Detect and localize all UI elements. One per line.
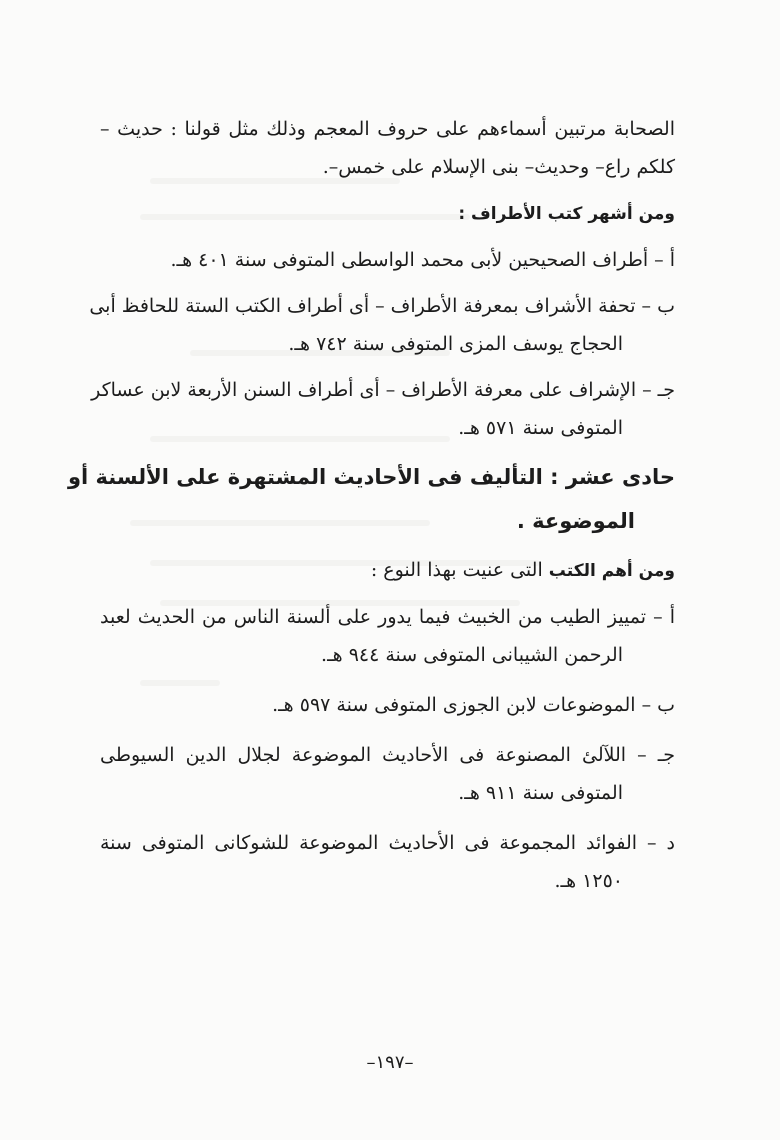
- list-item-continuation: الرحمن الشيبانى المتوفى سنة ٩٤٤ هـ.: [321, 644, 623, 666]
- chapter-heading-line-1: حادى عشر : التأليف فى الأحاديث المشتهرة على الألسنة أو: [67, 465, 675, 489]
- list-item-continuation: الحجاج يوسف المزى المتوفى سنة ٧٤٢ هـ.: [288, 333, 623, 355]
- list-item: [100, 598, 675, 674]
- list-item: [100, 824, 675, 900]
- list-item-text: ب – تحفة الأشراف بمعرفة الأطراف – أى أطراف الكتب الستة للحافظ أبى: [89, 295, 675, 317]
- atraf-heading: [100, 194, 675, 233]
- list-item: [89, 287, 675, 363]
- list-item-text: أ – تمييز الطيب من الخبيث فيما يدور على ألسنة الناس من الحديث لعبد: [100, 606, 675, 628]
- list-item-text: جـ – الإشراف على معرفة الأطراف – أى أطراف السنن الأربعة لابن عساكر: [91, 379, 675, 401]
- list-item: أ – أطراف الصحيحين لأبى محمد الواسطى المتوفى سنة ٤٠١ هـ.: [170, 249, 675, 271]
- intro-line-2: كلكم راع– وحديث– بنى الإسلام على خمس–.: [322, 156, 675, 178]
- list-item: [91, 371, 675, 447]
- list-item: ب – الموضوعات لابن الجوزى المتوفى سنة ٥٩٧ هـ.: [272, 694, 675, 716]
- list-item-continuation: ١٢٥٠ هـ.: [554, 870, 623, 892]
- list-item-text: د – الفوائد المجموعة فى الأحاديث الموضوعة للشوكانى المتوفى سنة: [100, 832, 675, 854]
- list-item-continuation: المتوفى سنة ٥٧١ هـ.: [458, 417, 623, 439]
- mawdua-heading-bold: ومن أهم الكتب: [548, 561, 675, 581]
- mawdua-heading-rest: التى عنيت بهذا النوع :: [370, 559, 543, 581]
- atraf-heading-bold: ومن أشهر كتب الأطراف :: [458, 204, 675, 224]
- list-item: [100, 736, 675, 812]
- intro-line-1: الصحابة مرتبين أسماءهم على حروف المعجم وذلك مثل قولنا : حديث –: [100, 118, 675, 140]
- atraf-list: [89, 241, 675, 447]
- list-item-text: جـ – اللآلئ المصنوعة فى الأحاديث الموضوعة لجلال الدين السيوطى: [100, 744, 675, 766]
- chapter-heading: [67, 455, 675, 543]
- chapter-heading-line-2: الموضوعة .: [516, 509, 635, 533]
- page-body: [67, 110, 675, 900]
- list-item-continuation: المتوفى سنة ٩١١ هـ.: [458, 782, 623, 804]
- page-number: –١٩٧–: [366, 1052, 414, 1073]
- mawdua-heading: [100, 551, 675, 590]
- mawdua-list: [100, 598, 675, 900]
